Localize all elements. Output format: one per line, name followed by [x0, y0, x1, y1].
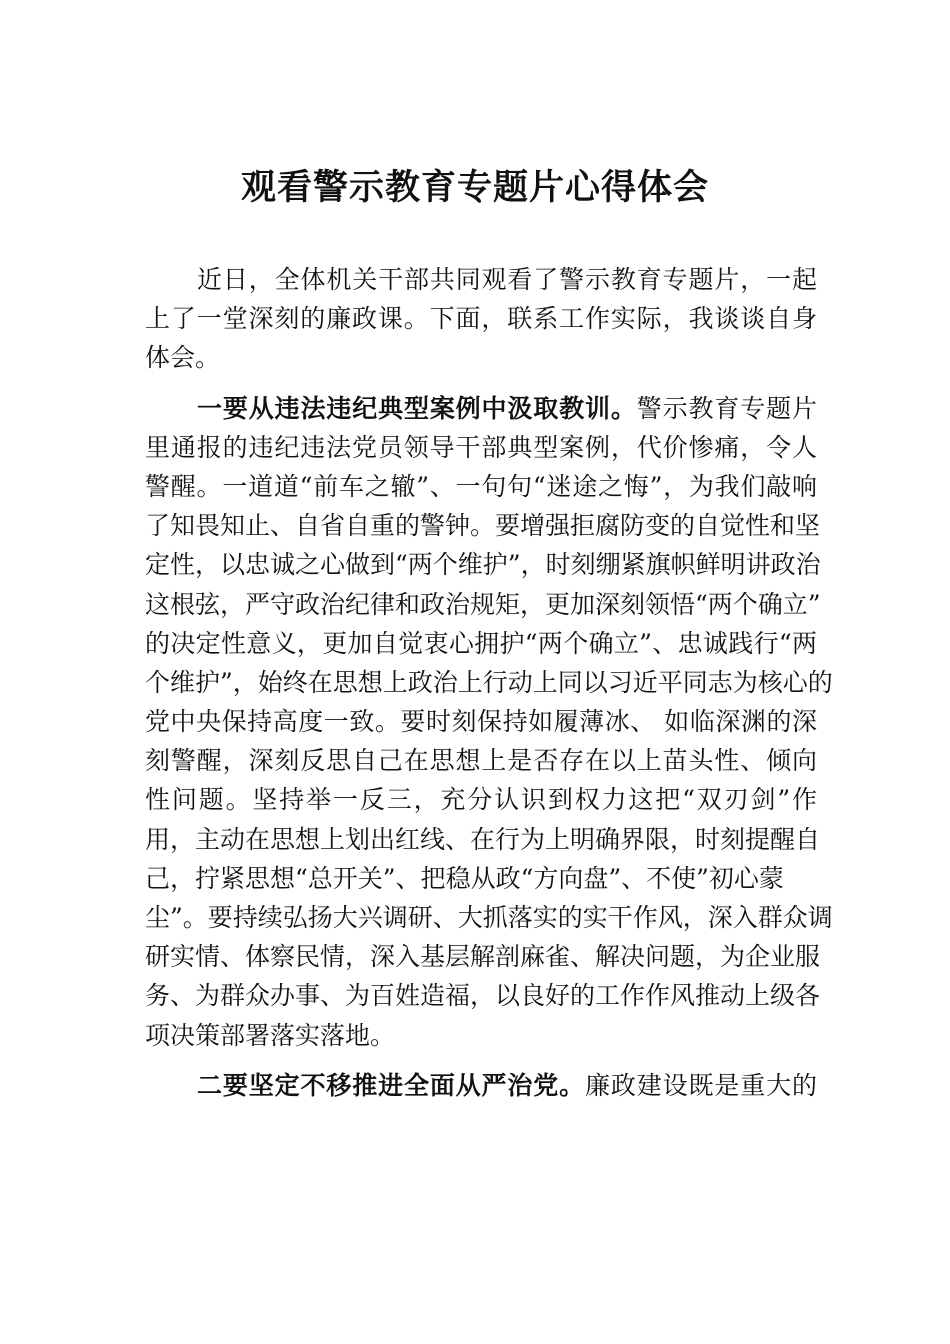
- text-line: 己，拧紧思想“总开关”、把稳从政“方向盘”、不使”初心蒙: [145, 863, 784, 893]
- text-line: [145, 1066, 817, 1105]
- paragraph-point-2: [145, 1066, 817, 1105]
- text-line: 定性，以忠诚之心做到“两个维护”，时刻绷紧旗帜鲜明讲政治: [145, 550, 821, 580]
- paragraph-point-1: [145, 389, 833, 1055]
- text-line: 这根弦，严守政治纪律和政治规矩，更加深刻领悟“两个确立”: [145, 589, 821, 619]
- text-line: 用，主动在思想上划出红线、在行为上明确界限，时刻提醒自: [145, 824, 821, 854]
- text-span: 廉政建设既是重大的: [585, 1070, 817, 1100]
- text-line: 的决定性意义，更加自觉衷心拥护“两个确立”、忠诚践行“两: [145, 628, 817, 658]
- text-line: 里通报的违纪违法党员领导干部典型案例，代价惨痛，令人: [145, 432, 817, 462]
- document-title: 观看警示教育专题片心得体会: [240, 167, 709, 208]
- paragraph-intro: [145, 260, 817, 378]
- document-body: [145, 260, 833, 1116]
- text-span: 警示教育专题片: [636, 393, 817, 423]
- text-line: 尘”。要持续弘扬大兴调研、大抓落实的实干作风，深入群众调: [145, 903, 833, 932]
- text-line: 务、为群众办事、为百姓造福，以良好的工作作风推动上级各: [145, 981, 821, 1011]
- text-line: 个维护”，始终在思想上政治上行动上同以习近平同志为核心的: [145, 667, 833, 697]
- text-line: 研实情、体察民情，深入基层解剖麻雀、解决问题，为企业服: [145, 942, 821, 972]
- text-line: 上了一堂深刻的廉政课。下面，联系工作实际，我谈谈自身: [145, 304, 817, 334]
- text-line: 体会。: [145, 343, 221, 373]
- text-line: 性问题。坚持举一反三，充分认识到权力这把“双刃剑”作: [145, 785, 817, 815]
- text-line: 了知畏知止、自省自重的警钟。要增强拒腐防变的自觉性和坚: [145, 511, 821, 541]
- text-line: 近日，全体机关干部共同观看了警示教育专题片，一起: [197, 265, 817, 294]
- text-line: [145, 389, 817, 428]
- text-line: 警醒。一道道“前车之辙”、一句句“迷途之悔”，为我们敲响: [145, 471, 817, 501]
- text-line: 党中央保持高度一致。要时刻保持如履薄冰、 如临深渊的深: [145, 707, 817, 737]
- text-line: 项决策部署落实落地。: [145, 1020, 396, 1050]
- point-heading: 二要坚定不移推进全面从严治党。: [197, 1070, 586, 1100]
- point-heading: 一要从违法违纪典型案例中汲取教训。: [197, 393, 637, 423]
- text-line: 刻警醒，深刻反思自己在思想上是否存在以上苗头性、倾向: [145, 746, 817, 776]
